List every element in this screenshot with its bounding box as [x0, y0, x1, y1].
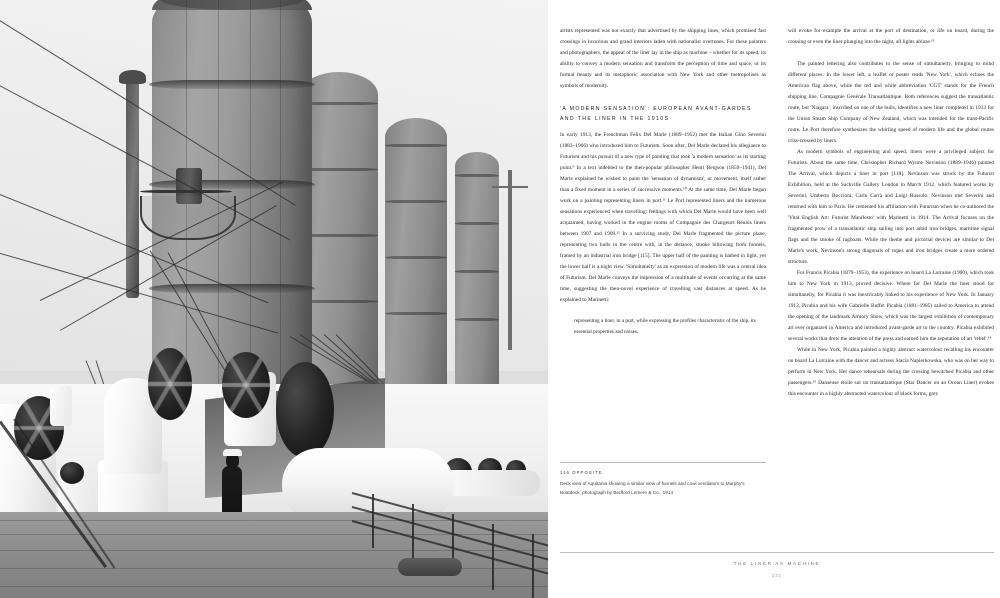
footer-divider — [560, 552, 994, 553]
paragraph-nevinson: As modern symbols of engineering and speed, liners were a privileged subject for Futurists. About the same time, Christopher Richard Wynne Nevinson (1889–1946) painted The Arrival, which depicts a liner in port [118]. Nevinson was struck by the Futurist Exhibition, held at the Sackville Gallery London in March 1912, which featured works by Severini, Umberto Boccioni, Carlo Carrà and Luigi Russolo. Nevinson met Severini and returned with him to Paris. He cemented his affiliation with Futurism when he co-authored the 'Vital English Art: Futurist Manifesto' with Marinetti in 1914. The Arrival focuses on the fragmented prow of a transatlantic ship sailing into port amid iron bridges, maritime signal flags and the smoke of tugboats. While the theme and pictorial devices are similar to Del Marle's work, Nevinson's strong diagonals of ropes and iron bridges create a more ordered structure. — [788, 149, 994, 265]
paragraph-lead: artists represented was not exactly that advertised by the shipping lines, which promised fast crossings in luxurious and grand interiors laden with nationalist overtones. For these painters and photographers, the appeal of the liner lay in the ship as machine – whether for its speed, its ability to convey a modern sensation and transform the perception of time and space, or its formal beauty and its metaphoric association with New York and other metropolises as symbols of modernity. — [560, 28, 766, 89]
paragraph-napierkowska: While in New York, Picabia painted a highly abstract watercolour recalling his encounter on board La Lorraine with the dancer and actress Stacia Napierkowska, who was on her way to perform in New York. Her dance rehearsals during the crossing bewitched Picabia and other passengers.¹⁵ Danseuse étoile sur un transatlantique (Star Dancer on an Ocean Liner) evokes this encounter in a highly abstracted watercolour of black forms, grey — [788, 347, 994, 397]
steam-pipe-cap — [119, 70, 146, 84]
officer-cap — [223, 449, 242, 456]
steam-pipe — [126, 78, 139, 298]
section-heading-line-1: 'A MODERN SENSATION': EUROPEAN AVANT-GARDES — [560, 106, 752, 112]
section-heading — [560, 105, 766, 124]
paragraph-painted-lettering: The painted lettering also contributes to the sense of simultaneity, bringing to mind different places. In the lower left, a leaflet or poster reads 'New York', which echoes the American flag above, while the red and white abbreviation 'CGT' stands for the French shipping line, Compagnie Générale Transatlantique. Both references suggest the transatlantic route, but 'Niagara', inscribed on one of the hulls, identifies a new liner completed in 1913 for the Union Steam Ship Company of New Zealand, which was intended for the trans-Pacific route. Le Port therefore synthesizes the whirling speed of modern life and the global routes criss-crossed by liners. — [788, 61, 994, 144]
deck-planking — [0, 512, 548, 598]
deck-bollard — [398, 558, 462, 576]
figure-caption-text: Deck view of Aquitania showing a similar view of funnels and cowl ventilators to Murphy's Boatdeck, photograph by Bedford Lemere & Co., 1914 — [560, 480, 745, 495]
caption-divider — [560, 462, 766, 463]
block-quotation: representing a liner, in a port, while expressing the profiles characteristic of the ship, its essential properties and noises, — [574, 318, 756, 336]
deck-railing-post — [412, 504, 414, 562]
paragraph-del-marle: In early 1913, the Frenchman Félix Del Marle (1889–1952) met the Italian Gino Severini (1883–1966) who introduced him to Futurism. Soon after, Del Marle declared his allegiance to Futurism and his pursuit of a new type of painting that took 'a modern sensation' as its starting point.⁹ In a text indebted to the then-popular philosopher Henri Bergson (1859–1941), Del Marle explained he wished to paint the 'sensation of dynamism', or movement, itself rather than a fixed moment in a series of successive moments.¹⁰ At the same time, Del Marle began work on a painting representing liners in port.¹¹ Le Port represented liners and the numerous sensations experienced when travelling: feelings with which Del Marle would have been well acquainted, having worked in the engine rooms of Compagnie des Chargeurs Réunis liners between 1907 and 1909.¹² In a surviving study, Del Marle fragmented the picture plane, representing two hulls in the centre with, in the distance, smoke billowing from funnels, framed by an industrial iron bridge [115]. The upper half of the painting is bathed in light, yet the lower half is a night view. 'Simultaneity' as an expression of modern life was a central idea of Futurism. Del Marle conveys the impression of a multitude of events occurring at the same time, suggesting the then-novel experience of travelling vast distances at speed. As he explained to Marinetti: — [560, 132, 766, 304]
mast — [508, 170, 512, 350]
deck-railing-post — [492, 524, 494, 590]
column-left — [560, 26, 766, 400]
mast-yard — [492, 186, 528, 188]
figure-caption — [560, 470, 766, 497]
running-head: THE LINER AS MACHINE — [733, 561, 821, 566]
deck-railing-post — [532, 534, 534, 598]
cowl-ventilator-mouth — [148, 348, 192, 420]
right-page — [548, 0, 1000, 598]
cowl-ventilator-mouth — [222, 352, 270, 418]
section-heading-line-2: AND THE LINER IN THE 1910S — [560, 115, 670, 122]
funnel-third — [385, 118, 447, 390]
page-number: 231 — [771, 573, 783, 578]
cowl-ventilator-mouth — [276, 362, 334, 458]
funnel-platform-rail — [140, 190, 232, 193]
small-ventilator — [50, 386, 72, 426]
small-ventilator-mouth — [60, 462, 84, 484]
paragraph-quotation-continued: will evoke for example the arrival at the port of destination, or life on board, during the crossing or even the liner plunging into the night, all lights ablaze.¹³ — [788, 28, 994, 45]
text-columns — [560, 26, 994, 400]
deck-railing-post — [372, 494, 374, 548]
paragraph-picabia: For Francis Picabia (1879–1953), the experience on board La Lorraine (1900), which took him to New York in 1913, proved decisive. Where for Del Marle the liner stood for simultaneity, for Picabia it was inextricably linked to his experience of New York. In January 1913, Picabia and his wife Gabrielle Buffet Picabia (1881–1985) sailed to America to attend the opening of the landmark Armory Show, which was the largest exhibition of contemporary art ever organized in America and introduced avant-garde art to the country. Picabia exhibited several works that drew the attention of the press and earned him the reputation of art 'rebel'.¹⁴ — [788, 270, 994, 342]
figure-number: 116 OPPOSITE — [560, 470, 603, 475]
column-right — [788, 26, 994, 400]
